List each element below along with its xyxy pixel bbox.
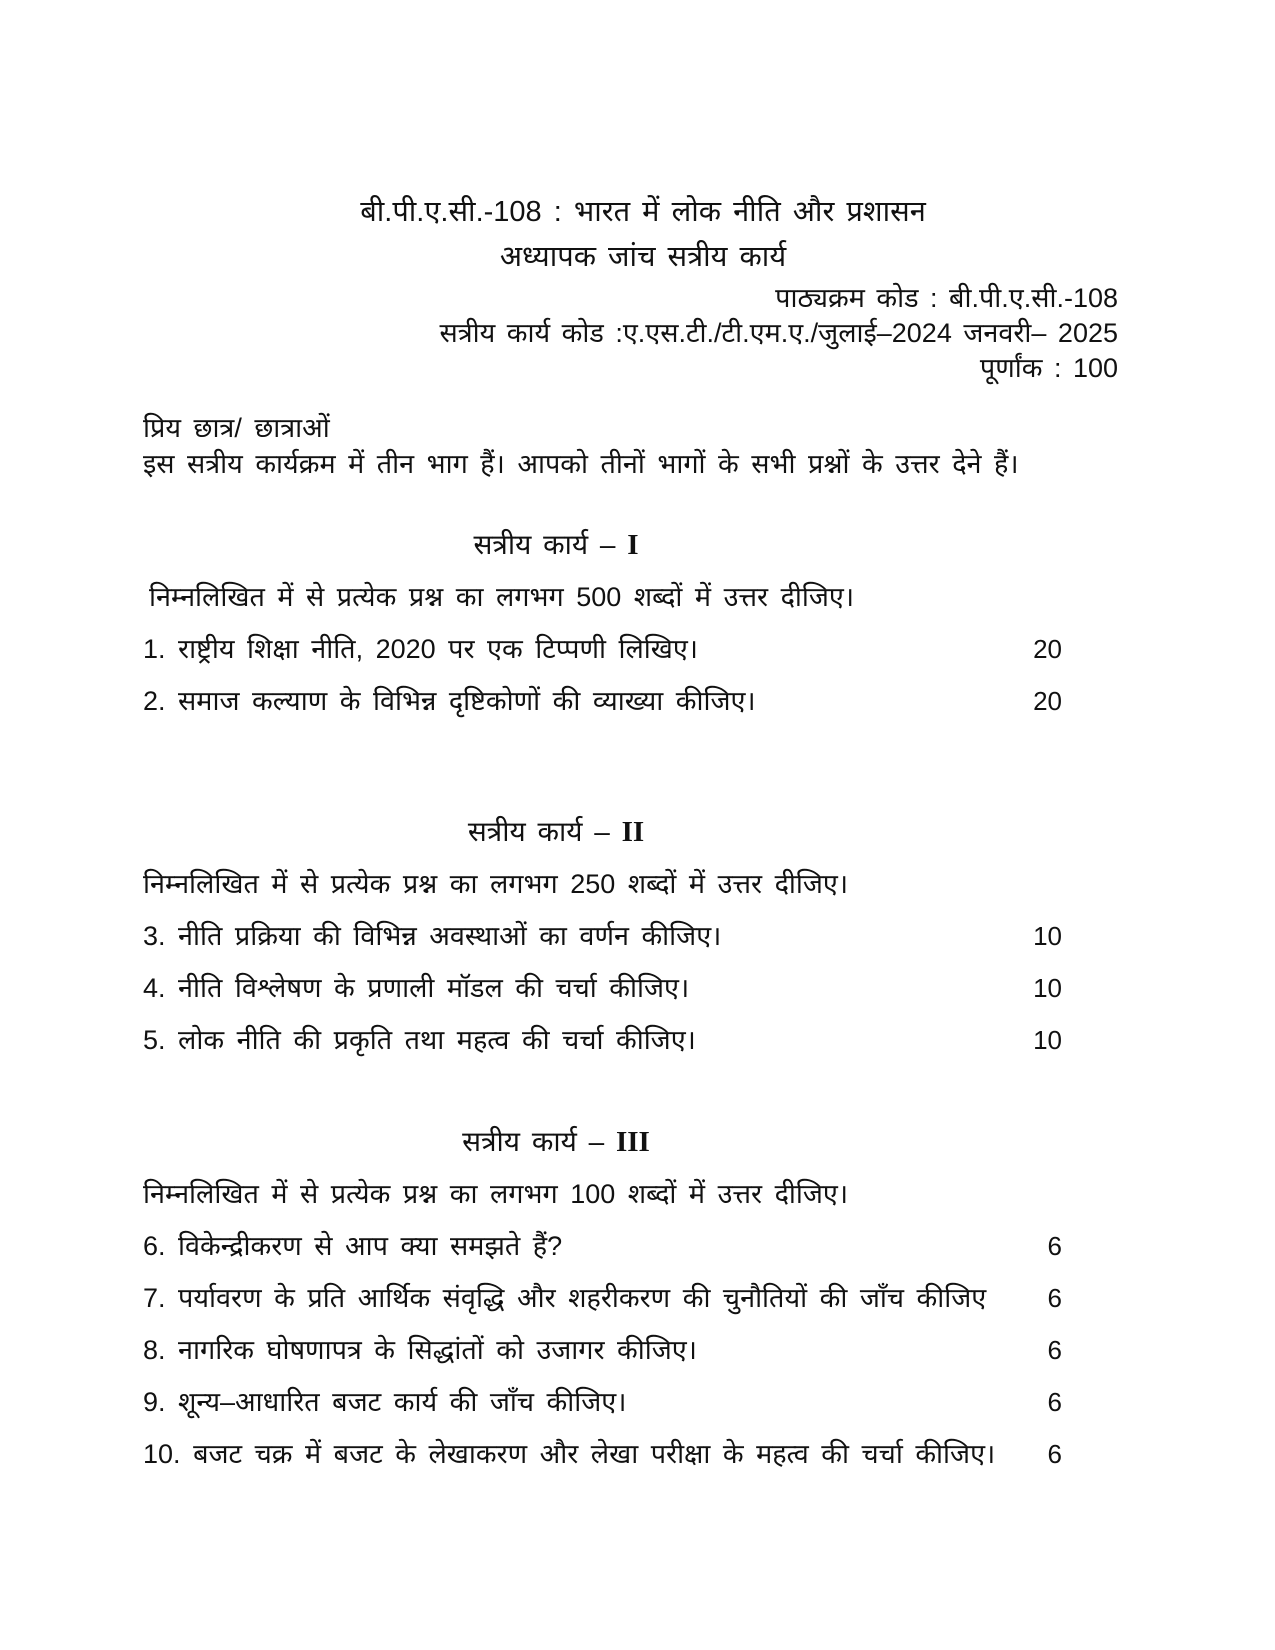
salutation: प्रिय छात्र/ छात्राओं bbox=[143, 413, 330, 443]
question-number: 8. bbox=[143, 1335, 166, 1365]
course-code-line: पाठ्यक्रम कोड : बी.पी.ए.सी.-108 bbox=[775, 283, 1118, 313]
question-marks: 10 bbox=[1033, 973, 1062, 1003]
question-marks: 6 bbox=[1047, 1335, 1062, 1365]
question-row bbox=[143, 684, 1062, 719]
question-marks: 10 bbox=[1033, 1025, 1062, 1055]
question-body: विकेन्द्रीकरण से आप क्या समझते हैं? bbox=[178, 1231, 563, 1261]
question-number: 6. bbox=[143, 1231, 166, 1261]
assignment-code-line: सत्रीय कार्य कोड :ए.एस.टी./टी.एम.ए./जुलाई–2024 जनवरी– 2025 bbox=[439, 318, 1118, 348]
section-heading-text: सत्रीय कार्य – bbox=[462, 1126, 605, 1157]
max-marks-line: पूर्णांक : 100 bbox=[979, 353, 1118, 383]
course-title: बी.पी.ए.सी.-108 : भारत में लोक नीति और प्रशासन bbox=[360, 196, 926, 228]
question-body: बजट चक्र में बजट के लेखाकरण और लेखा परीक्षा के महत्व की चर्चा कीजिए। bbox=[193, 1439, 996, 1469]
section-3-heading bbox=[143, 1124, 969, 1160]
meta-block bbox=[143, 281, 1118, 386]
question-marks: 6 bbox=[1047, 1439, 1062, 1469]
question-body: समाज कल्याण के विभिन्न दृष्टिकोणों की व्याख्या कीजिए। bbox=[178, 686, 756, 716]
question-text bbox=[143, 971, 689, 1006]
question-text bbox=[143, 1023, 696, 1058]
question-row bbox=[143, 1333, 1062, 1368]
question-number: 2. bbox=[143, 686, 166, 716]
question-row bbox=[143, 919, 1062, 954]
section-2 bbox=[143, 814, 1062, 1058]
question-body: नीति विश्लेषण के प्रणाली मॉडल की चर्चा कीजिए। bbox=[178, 973, 690, 1003]
question-row bbox=[143, 1229, 1062, 1264]
section-heading-numeral: I bbox=[627, 529, 639, 561]
section-2-instruction: निम्नलिखित में से प्रत्येक प्रश्न का लगभग 250 शब्दों में उत्तर दीजिए। bbox=[143, 869, 849, 899]
intro-block bbox=[143, 410, 1123, 482]
question-body: राष्ट्रीय शिक्षा नीति, 2020 पर एक टिप्पणी लिखिए। bbox=[178, 634, 699, 664]
section-1-instruction: निम्नलिखित में से प्रत्येक प्रश्न का लगभग 500 शब्दों में उत्तर दीजिए। bbox=[149, 582, 855, 612]
question-body: नागरिक घोषणापत्र के सिद्धांतों को उजागर कीजिए। bbox=[178, 1335, 697, 1365]
question-row bbox=[143, 971, 1062, 1006]
question-marks: 6 bbox=[1047, 1283, 1062, 1313]
section-1-heading bbox=[143, 527, 969, 563]
question-text bbox=[143, 1333, 697, 1368]
question-number: 10. bbox=[143, 1439, 181, 1469]
question-number: 1. bbox=[143, 634, 166, 664]
question-text bbox=[143, 1281, 986, 1316]
question-text bbox=[143, 919, 721, 954]
intro-text: इस सत्रीय कार्यक्रम में तीन भाग हैं। आपको तीनों भागों के सभी प्रश्नों के उत्तर देने हैं। bbox=[143, 449, 1019, 479]
question-body: पर्यावरण के प्रति आर्थिक संवृद्धि और शहरीकरण की चुनौतियों की जाँच कीजिए bbox=[178, 1283, 987, 1313]
question-body: शून्य–आधारित बजट कार्य की जाँच कीजिए। bbox=[178, 1387, 627, 1417]
question-text bbox=[143, 684, 756, 719]
question-number: 4. bbox=[143, 973, 166, 1003]
question-row bbox=[143, 1437, 1062, 1472]
question-body: नीति प्रक्रिया की विभिन्न अवस्थाओं का वर्णन कीजिए। bbox=[178, 921, 722, 951]
question-text bbox=[143, 1437, 995, 1472]
title-block bbox=[143, 190, 1143, 280]
section-heading-numeral: II bbox=[621, 816, 645, 848]
question-number: 9. bbox=[143, 1387, 166, 1417]
question-text bbox=[143, 1229, 562, 1264]
section-heading-numeral: III bbox=[615, 1126, 650, 1158]
question-marks: 10 bbox=[1033, 921, 1062, 951]
section-2-heading bbox=[143, 814, 969, 850]
question-number: 7. bbox=[143, 1283, 166, 1313]
section-1 bbox=[143, 527, 1062, 719]
question-body: लोक नीति की प्रकृति तथा महत्व की चर्चा कीजिए। bbox=[178, 1025, 696, 1055]
question-number: 5. bbox=[143, 1025, 166, 1055]
question-row bbox=[143, 1385, 1062, 1420]
question-marks: 20 bbox=[1033, 634, 1062, 664]
assignment-type-title: अध्यापक जांच सत्रीय कार्य bbox=[499, 241, 787, 273]
section-3 bbox=[143, 1124, 1062, 1472]
question-row bbox=[143, 1023, 1062, 1058]
question-text bbox=[143, 1385, 626, 1420]
question-text bbox=[143, 632, 698, 667]
section-3-instruction: निम्नलिखित में से प्रत्येक प्रश्न का लगभग 100 शब्दों में उत्तर दीजिए। bbox=[143, 1179, 849, 1209]
section-heading-text: सत्रीय कार्य – bbox=[467, 816, 610, 847]
question-marks: 20 bbox=[1033, 686, 1062, 716]
question-number: 3. bbox=[143, 921, 166, 951]
question-marks: 6 bbox=[1047, 1231, 1062, 1261]
question-row bbox=[143, 1281, 1062, 1316]
question-marks: 6 bbox=[1047, 1387, 1062, 1417]
question-row bbox=[143, 632, 1062, 667]
section-heading-text: सत्रीय कार्य – bbox=[473, 529, 616, 560]
